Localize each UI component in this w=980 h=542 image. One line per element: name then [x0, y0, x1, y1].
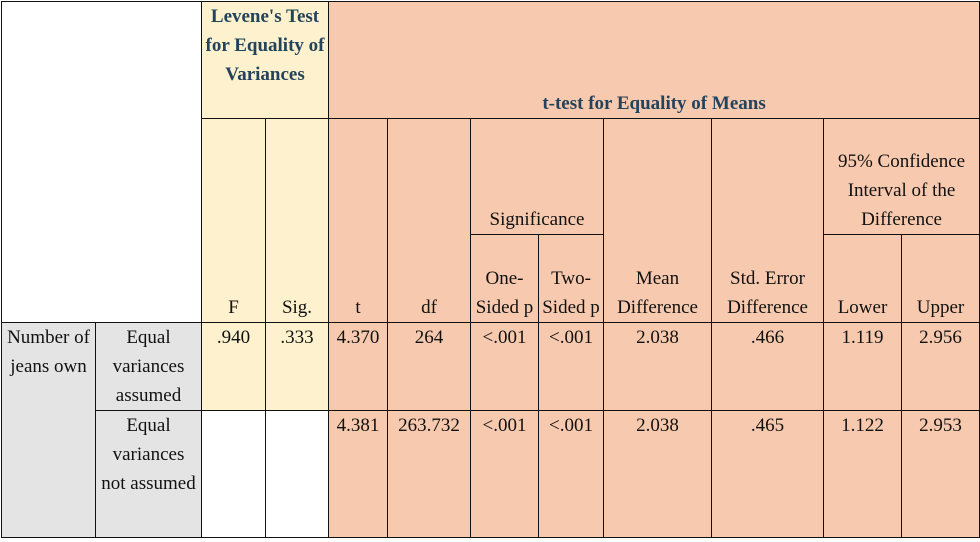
- cell-lower: 1.119: [824, 323, 902, 411]
- cell-one-sided-p: <.001: [471, 411, 539, 538]
- cell-f: .940: [202, 323, 266, 411]
- cell-two-sided-p: <.001: [539, 323, 604, 411]
- col-header-two-sided-p: Two-Sided p: [539, 235, 604, 323]
- cell-std-error-difference: .466: [712, 323, 824, 411]
- col-header-t: t: [329, 119, 388, 323]
- col-header-sig: Sig.: [266, 119, 329, 323]
- table-row: [2, 411, 980, 538]
- cell-sig: [266, 411, 329, 538]
- col-header-lower: Lower: [824, 235, 902, 323]
- cell-t: 4.381: [329, 411, 388, 538]
- cell-lower: 1.122: [824, 411, 902, 538]
- col-header-mean-difference: Mean Difference: [604, 119, 712, 323]
- cell-upper: 2.953: [902, 411, 980, 538]
- cell-t: 4.370: [329, 323, 388, 411]
- table-row: [2, 323, 980, 411]
- col-header-one-sided-p: One-Sided p: [471, 235, 539, 323]
- levene-header: Levene's Test for Equality of Variances: [202, 2, 329, 119]
- confidence-interval-header: 95% Confidence Interval of the Difference: [824, 119, 980, 235]
- cell-f: [202, 411, 266, 538]
- cell-sig: .333: [266, 323, 329, 411]
- cell-std-error-difference: .465: [712, 411, 824, 538]
- col-header-upper: Upper: [902, 235, 980, 323]
- row-label: Equal variances not assumed: [96, 411, 202, 538]
- independent-samples-test-table: [1, 1, 980, 538]
- row-label: Equal variances assumed: [96, 323, 202, 411]
- cell-mean-difference: 2.038: [604, 411, 712, 538]
- ttest-header: t-test for Equality of Means: [329, 2, 980, 119]
- cell-df: 264: [388, 323, 471, 411]
- col-header-std-error-difference: Std. Error Difference: [712, 119, 824, 323]
- col-header-df: df: [388, 119, 471, 323]
- cell-mean-difference: 2.038: [604, 323, 712, 411]
- cell-upper: 2.956: [902, 323, 980, 411]
- corner-cell: [2, 2, 202, 323]
- variable-label: Number of jeans own: [2, 323, 96, 538]
- col-header-f: F: [202, 119, 266, 323]
- cell-two-sided-p: <.001: [539, 411, 604, 538]
- cell-df: 263.732: [388, 411, 471, 538]
- cell-one-sided-p: <.001: [471, 323, 539, 411]
- significance-header: Significance: [471, 119, 604, 235]
